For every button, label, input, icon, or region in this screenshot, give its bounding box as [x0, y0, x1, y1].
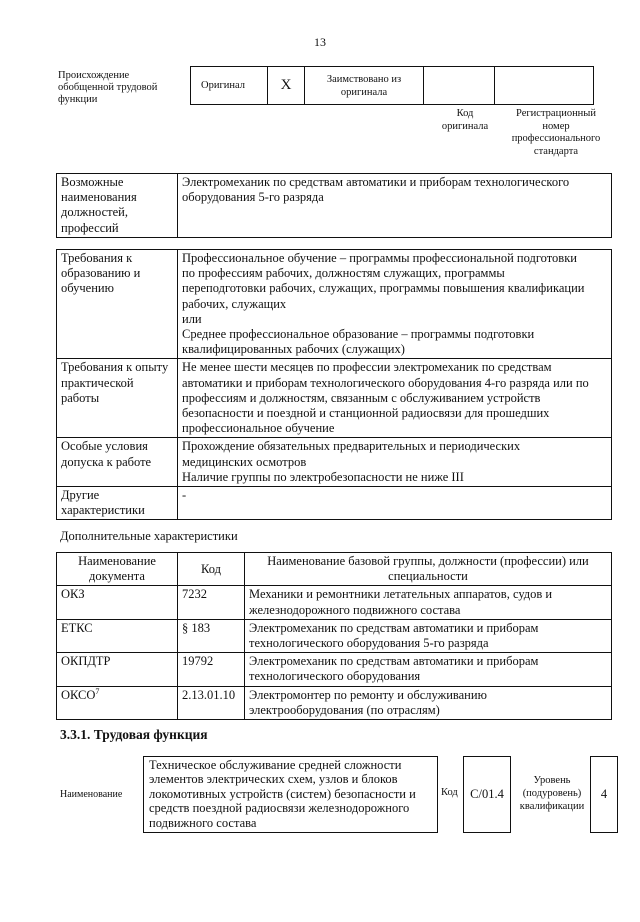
row-name [245, 686, 612, 719]
labour-function-name-label: Наименование [60, 789, 123, 800]
labour-function-name [149, 758, 439, 830]
row-name-line: Электромонтер по ремонту и обслуживанию [249, 687, 487, 702]
labour-function-name-line: локомотивных устройств (систем) безопасности и [149, 786, 416, 801]
requirement-label [57, 250, 178, 359]
labour-function-name-line: подвижного состава [149, 815, 257, 830]
reg-caption-line: стандарта [533, 145, 579, 157]
header-document-line: Наименование [78, 554, 156, 568]
qualification-level: 4 [590, 756, 618, 833]
positions-value-line: оборудования 5-го разряда [182, 190, 324, 205]
requirement-label-line: характеристики [61, 503, 145, 518]
table-row [57, 653, 612, 686]
row-name-line: Электромеханик по средствам автоматики и приборам [249, 654, 539, 669]
header-document [57, 553, 178, 586]
additional-table [56, 552, 612, 720]
original-code-caption [430, 108, 500, 133]
row-name-line: технологического оборудования 5-го разряда [249, 636, 489, 651]
labour-function-name-box [143, 756, 438, 833]
reg-caption-line: номер [542, 120, 570, 132]
positions-label-line: наименования [61, 190, 137, 205]
original-code-cell [424, 67, 495, 105]
row-document [57, 619, 178, 652]
positions-label-line: профессий [61, 220, 119, 235]
row-document-text: ОКПДТР [61, 654, 111, 669]
requirements-table [56, 249, 612, 520]
section-title: 3.3.1. Трудовая функция [60, 727, 208, 742]
row-document-text: ОКЗ [61, 587, 85, 602]
row-name [245, 619, 612, 652]
requirement-row-education [57, 250, 612, 359]
origin-label [58, 70, 188, 106]
borrowed-cell [305, 67, 424, 105]
requirement-value-line: профессиональное обучение [182, 421, 335, 436]
requirement-label [57, 438, 178, 487]
requirement-label-line: обучению [61, 281, 114, 296]
additional-header-row [57, 553, 612, 586]
footnote-mark: 7 [95, 686, 100, 696]
labour-function-code-label: Код [441, 787, 458, 798]
requirement-value [178, 250, 612, 359]
registration-number-caption [502, 108, 610, 158]
row-code: 19792 [178, 653, 245, 686]
row-name [245, 653, 612, 686]
requirement-label-line: допуска к работе [61, 454, 152, 469]
requirement-value-line: Наличие группы по электробезопасности не ниже III [182, 469, 464, 484]
row-document [57, 686, 178, 719]
row-document [57, 586, 178, 619]
requirement-label-line: Другие [61, 488, 100, 503]
labour-function-name-line: Техническое обслуживание средней сложности [149, 758, 402, 772]
row-code: 2.13.01.10 [178, 686, 245, 719]
level-label-line: Уровень [533, 775, 571, 786]
requirement-value-line: по профессиям рабочих, должностям служащих, программы [182, 266, 505, 281]
code-caption-line: оригинала [441, 120, 489, 132]
requirement-value-line: или [182, 311, 202, 326]
row-document [57, 653, 178, 686]
positions-label-line: должностей, [61, 205, 128, 220]
requirement-label [57, 359, 178, 438]
original-mark: X [268, 67, 305, 105]
row-name-line: Электромеханик по средствам автоматики и приборам [249, 620, 539, 635]
row-name-line: железнодорожного подвижного состава [249, 602, 461, 617]
requirement-value-line: переподготовки рабочих, служащих, программы повышения квалификации [182, 281, 585, 296]
requirement-value-line: Среднее профессиональное образование – программы подготовки [182, 327, 535, 342]
origin-label-line: функции [58, 94, 98, 105]
reg-caption-line: профессионального [511, 133, 601, 144]
row-name-line: электрооборудования (по отраслям) [249, 702, 440, 717]
origin-label-line: Происхождение [58, 70, 130, 81]
borrowed-line: оригинала [340, 86, 388, 98]
requirement-value-line: рабочих, служащих [182, 296, 287, 311]
original-cell: Оригинал [191, 67, 268, 105]
level-label-line: (подуровень) [522, 788, 582, 799]
row-name-line: технологического оборудования [249, 669, 421, 684]
header-name-line: Наименование базовой группы, должности (профессии) или [267, 554, 589, 568]
positions-value [178, 174, 612, 238]
requirement-row-experience [57, 359, 612, 438]
requirement-label-line: образованию и [61, 266, 141, 281]
row-name [245, 586, 612, 619]
header-name [245, 553, 612, 586]
requirement-label-line: Требования к [61, 251, 133, 265]
table-row [57, 686, 612, 719]
requirement-value-line: автоматики и приборам технологического оборудования 4-го разряда или по [182, 375, 589, 390]
labour-function-code: C/01.4 [463, 756, 511, 833]
header-code: Код [178, 553, 245, 586]
requirement-value-line: профессиям и должностям, связанным с обслуживанием устройств [182, 390, 541, 405]
origin-table [190, 66, 594, 105]
requirement-row-other [57, 487, 612, 520]
reg-caption-line: Регистрационный [516, 108, 596, 119]
row-code: 7232 [178, 586, 245, 619]
requirement-value-line: безопасности и поездной и станционной радиосвязи для прошедших [182, 406, 550, 421]
origin-label-line: обобщенной трудовой [58, 82, 158, 93]
requirement-label-line: Особые условия [61, 439, 148, 454]
requirement-label-line: работы [61, 390, 100, 405]
registration-number-cell [495, 67, 594, 105]
requirement-value-line: - [182, 488, 187, 503]
row-code: § 183 [178, 619, 245, 652]
borrowed-line: Заимствовано из [326, 73, 402, 85]
page-number: 13 [314, 35, 326, 49]
header-document-line: документа [89, 569, 145, 584]
positions-table [56, 173, 612, 238]
code-caption-line: Код [456, 108, 474, 119]
requirement-value [178, 359, 612, 438]
level-label-line: квалификации [519, 801, 585, 812]
qualification-level-label [514, 774, 590, 813]
requirement-row-admission [57, 438, 612, 487]
header-name-line: специальности [388, 569, 468, 584]
positions-label [57, 174, 178, 238]
positions-value-line: Электромеханик по средствам автоматики и приборам технологического [182, 175, 570, 189]
row-document-text: ЕТКС [61, 620, 93, 635]
requirement-value-line: Не менее шести месяцев по профессии электромеханик по средствам [182, 360, 552, 375]
additional-title: Дополнительные характеристики [60, 529, 238, 543]
table-row [57, 619, 612, 652]
labour-function-name-line: средств поездной радиосвязи железнодорожного [149, 801, 410, 816]
requirement-label [57, 487, 178, 520]
labour-function-name-line: элементов электрических схем, узлов и блоков [149, 772, 398, 787]
requirement-value-line: медицинских осмотров [182, 454, 307, 469]
requirement-value-line: Прохождение обязательных предварительных и периодических [182, 439, 521, 454]
requirement-label-line: практической [61, 375, 134, 390]
requirement-label-line: Требования к опыту [61, 360, 169, 375]
row-document-text: ОКСО [61, 687, 96, 702]
row-name-line: Механики и ремонтники летательных аппаратов, судов и [249, 587, 553, 602]
requirement-value [178, 487, 612, 520]
requirement-value [178, 438, 612, 487]
positions-label-line: Возможные [61, 175, 124, 189]
requirement-value-line: Профессиональное обучение – программы профессиональной подготовки [182, 251, 577, 265]
table-row [57, 586, 612, 619]
requirement-value-line: квалифицированных рабочих (служащих) [182, 342, 405, 357]
